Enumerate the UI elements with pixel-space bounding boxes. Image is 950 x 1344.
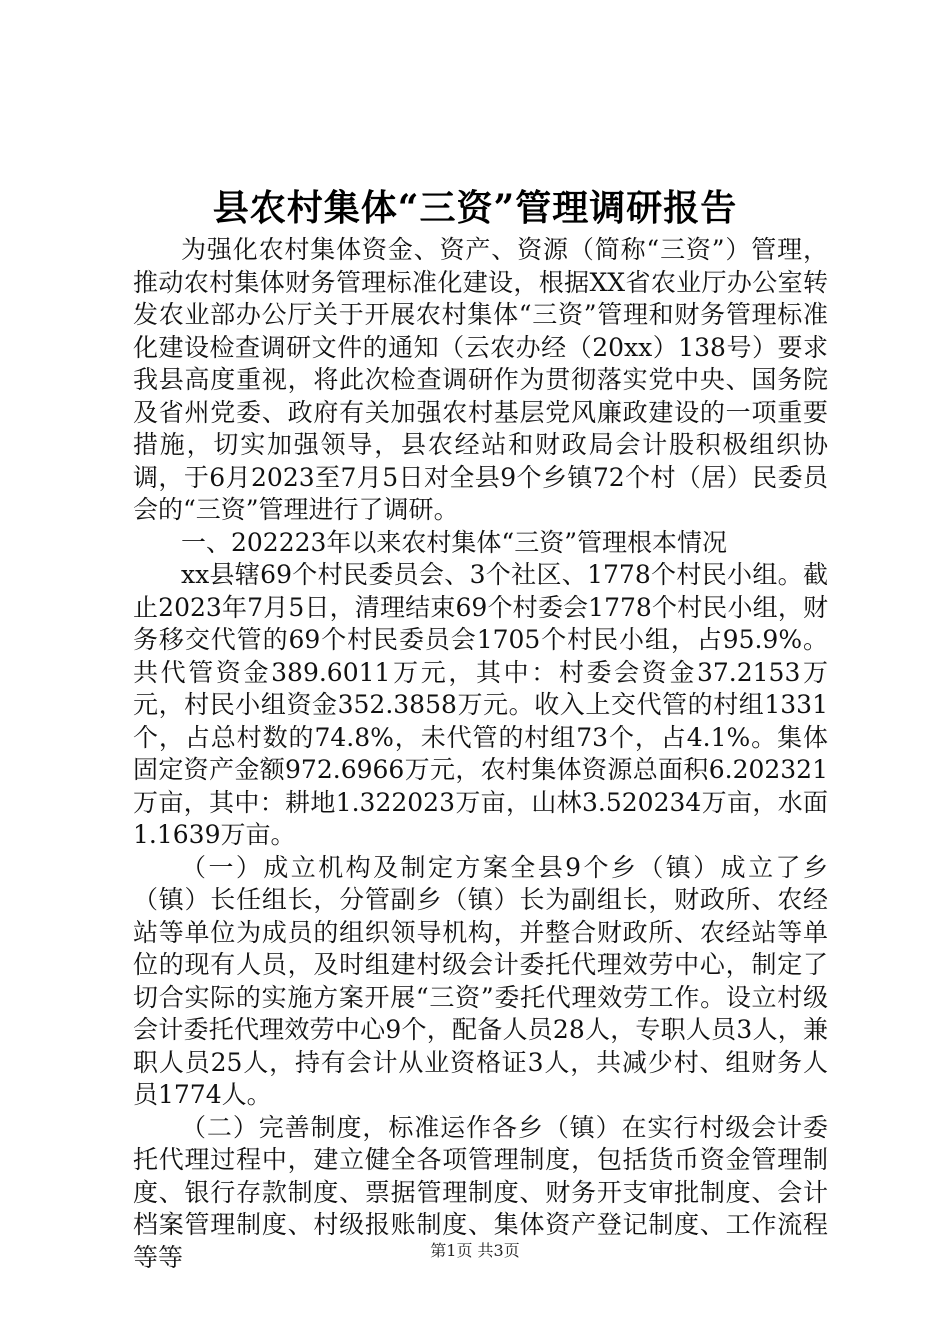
section-heading: 一、202223年以来农村集体“三资”管理根本情况 <box>181 527 727 557</box>
subsection-one-paragraph: （一）成立机构及制定方案全县9个乡（镇）成立了乡（镇）长任组长，分管副乡（镇）长为副组长，财政所、农经站等单位为成员的组织领导机构，并整合财政所、农经站等单位的现有人员，及时组建村级会计委托代理效劳中心，制定了切合实际的实施方案开展“三资”委托代理效劳工作。设立村级会计委托代理效劳中心9个，配备人员28人，专职人员3人，兼职人员25人，持有会计从业资格证3人，共减少村、组财务人员1774人。 <box>133 852 828 1109</box>
intro-paragraph: 为强化农村集体资金、资产、资源（简称“三资”）管理，推动农村集体财务管理标准化建设，根据XX省农业厅办公室转发农业部办公厅关于开展农村集体“三资”管理和财务管理标准化建设检查调研文件的通知（云农办经（20xx）138号）要求我县高度重视，将此次检查调研作为贯彻落实党中央、国务院及省州党委、政府有关加强农村基层党风廉政建设的一项重要措施，切实加强领导，县农经站和财政局会计股积极组织协调，于6月2023至7月5日对全县9个乡镇72个村（居）民委员会的“三资”管理进行了调研。 <box>133 235 828 524</box>
document-title: 县农村集体“三资”管理调研报告 <box>212 187 738 229</box>
document-body <box>133 234 828 1274</box>
page-footer: 第1页 共3页 <box>430 1241 520 1260</box>
subsection-two-paragraph: （二）完善制度，标准运作各乡（镇）在实行村级会计委托代理过程中，建立健全各项管理制度，包括货币资金管理制度、银行存款制度、票据管理制度、财务开支审批制度、会计档案管理制度、村级报账制度、集体资产登记制度、工作流程等等 <box>133 1112 828 1272</box>
overview-paragraph: xx县辖69个村民委员会、3个社区、1778个村民小组。截止2023年7月5日，清理结束69个村委会1778个村民小组，财务移交代管的69个村民委员会1705个村民小组，占95.9%。共代管资金389.6011万元，其中：村委会资金37.2153万元，村民小组资金352.3858万元。收入上交代管的村组1331个，占总村数的74.8%，未代管的村组73个，占4.1%。集体固定资产金额972.6966万元，农村集体资源总面积6.202321万亩，其中：耕地1.322023万亩，山林3.520234万亩，水面1.1639万亩。 <box>133 560 828 849</box>
